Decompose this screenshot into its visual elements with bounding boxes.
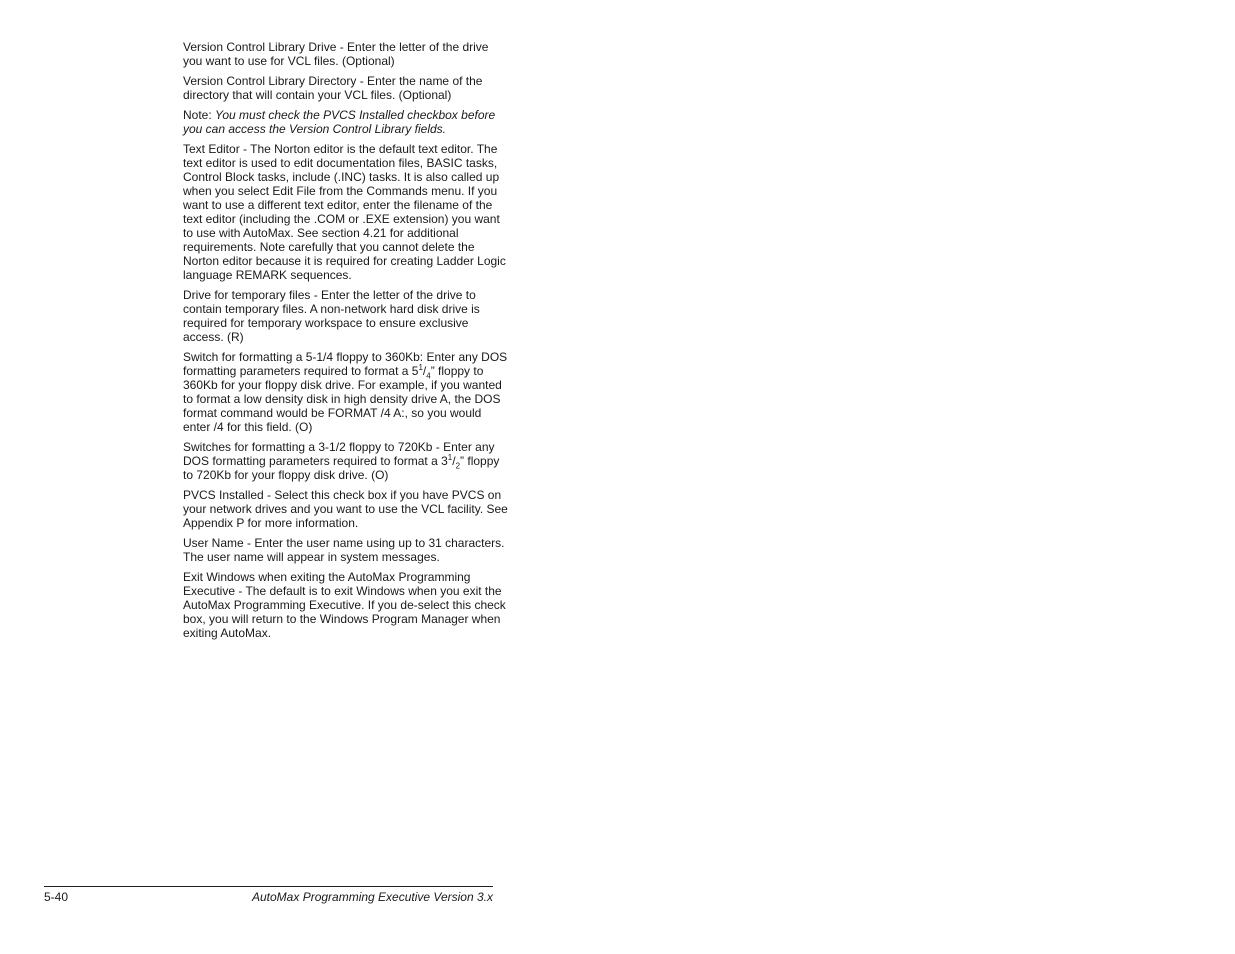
fraction-slash: /	[422, 364, 427, 378]
text-column	[183, 40, 511, 646]
paragraph-temp-drive: Drive for temporary files - Enter the letter of the drive to contain temporary files. A non-network hard disk drive is required for temporary workspace to ensure exclusive access. (R)	[183, 288, 480, 344]
page-number: 5-40	[44, 890, 69, 904]
fraction-denominator: 2	[455, 461, 461, 471]
footer-title: AutoMax Programming Executive Version 3.x	[252, 890, 493, 904]
paragraph-exit-windows: Exit Windows when exiting the AutoMax Programming Executive - The default is to exit Windows when you exit the AutoMax Programming Executive. If you de-select this check box, you will return to the Windows Program Manager when exiting AutoMax.	[183, 570, 506, 640]
paragraph-text-editor: Text Editor - The Norton editor is the default text editor. The text editor is used to edit documentation files, BASIC tasks, Control Block tasks, include (.INC) tasks. It is also called up when you select Edit File from the Commands menu. If you want to use a different text editor, enter the filename of the text editor (including the .COM or .EXE extension) you want to use with AutoMax. See section 4.21 for additional requirements. Note carefully that you cannot delete the Norton editor because it is required for creating Ladder Logic language REMARK sequences.	[183, 142, 506, 282]
format-35-text-a: Switches for formatting a 3-1/2 floppy to 720Kb - Enter any DOS formatting parameters required to format a 3	[183, 440, 495, 468]
paragraph-note	[183, 108, 511, 136]
paragraph-user-name: User Name - Enter the user name using up to 31 characters. The user name will appear in system messages.	[183, 536, 505, 564]
paragraph-vcl-drive: Version Control Library Drive - Enter the letter of the drive you want to use for VCL files. (Optional)	[183, 40, 489, 68]
paragraph-format-35	[183, 440, 511, 482]
fraction-slash: /	[452, 454, 456, 468]
format-525-text-b: ” floppy to 360Kb for your floppy disk drive. For example, if you wanted to format a low density disk in high density drive A, the DOS format command would be FORMAT /4 A:, so you would enter /4 for this field. (O)	[183, 364, 502, 434]
paragraph-format-525	[183, 350, 511, 434]
note-label: Note:	[183, 108, 216, 122]
fraction-denominator: 4	[426, 371, 431, 381]
note-text: You must check the PVCS Installed checkbox before you can access the Version Control Library fields.	[183, 108, 496, 136]
page-footer	[44, 886, 493, 904]
paragraph-vcl-directory: Version Control Library Directory - Enter the name of the directory that will contain your VCL files. (Optional)	[183, 74, 483, 102]
fraction-numerator: 1	[447, 453, 453, 462]
format-525-text-a: Switch for formatting a 5-1/4 floppy to 360Kb: Enter any DOS formatting parameters required to format a 5	[183, 350, 508, 378]
fraction-numerator: 1	[418, 363, 423, 372]
paragraph-pvcs-installed: PVCS Installed - Select this check box if you have PVCS on your network drives and you want to use the VCL facility. See Appendix P for more information.	[183, 488, 508, 530]
format-35-text-b: ” floppy to 720Kb for your floppy disk drive. (O)	[183, 454, 500, 482]
